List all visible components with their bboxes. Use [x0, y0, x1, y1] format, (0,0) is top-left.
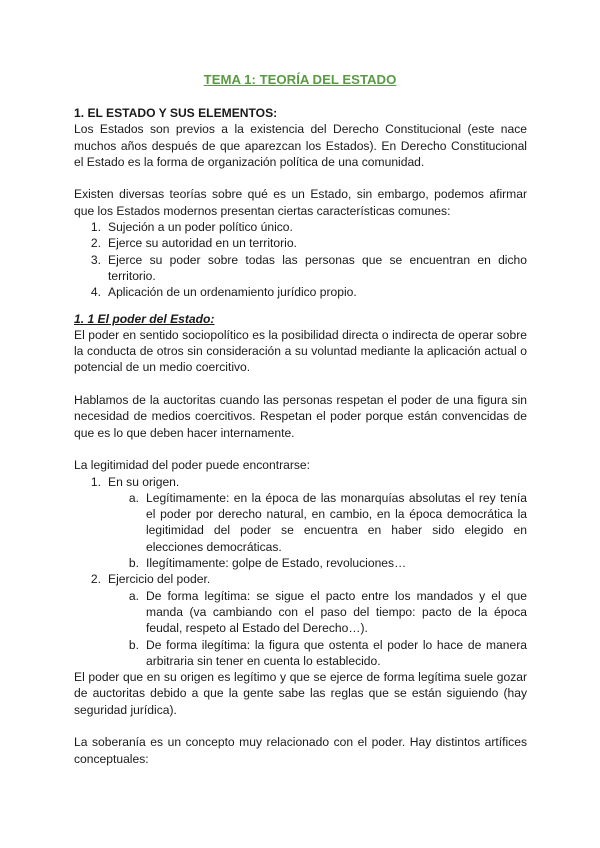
sublist-item: [74, 588, 527, 637]
list-text: De forma legítima: se sigue el pacto entre los mandados y el que manda (va cambiando con el paso del tiempo: pacto de la época feudal, respeto al Estado del Derecho…).: [146, 588, 527, 636]
list-text: Ejercicio del poder.: [108, 572, 211, 587]
list-number: 2.: [90, 572, 101, 587]
list-number: 1.: [90, 474, 101, 489]
list-text: Ejerce su autoridad en un territorio.: [108, 236, 297, 251]
paragraph: Los Estados son previos a la existencia del Derecho Constitucional (este nace muchos años después de que aparezcan los Estados). En Derecho Constitucional el Estado es la forma de organización política de una comunidad.: [74, 122, 527, 169]
list-number: 4.: [90, 285, 101, 300]
subsection-heading-poder: 1. 1 El poder del Estado:: [74, 311, 215, 326]
paragraph: La legitimidad del poder puede encontrarse:: [74, 458, 310, 473]
list-number: 3.: [90, 252, 101, 267]
document-body: [74, 105, 527, 767]
sublist-item: [74, 637, 527, 670]
list-item: [74, 219, 527, 235]
list-number: 1.: [90, 220, 101, 235]
document-title: TEMA 1: TEORÍA DEL ESTADO: [203, 72, 397, 87]
list-text: Aplicación de un ordenamiento jurídico propio.: [108, 285, 357, 300]
list-letter: a.: [128, 490, 139, 505]
list-item: [74, 474, 527, 490]
list-text: Sujeción a un poder político único.: [108, 220, 293, 235]
list-text: De forma ilegítima: la figura que ostenta el poder lo hace de manera arbitraria sin tener en cuenta lo establecido.: [146, 637, 527, 668]
list-item: [74, 571, 527, 587]
list-item: [74, 252, 527, 285]
sublist-item: [74, 555, 527, 571]
paragraph: Hablamos de la auctoritas cuando las personas respetan el poder de una figura sin necesidad de medios coercitivos. Respetan el poder porque están convencidas de que es lo que deben hacer internamente.: [74, 393, 527, 440]
list-item: [74, 235, 527, 251]
list-text: Legítimamente: en la época de las monarquías absolutas el rey tenía el poder por derecho natural, en cambio, en la época democrática la legitimidad del poder se encuentra en haber sido elegido en elecciones democráticas.: [146, 490, 527, 554]
sublist-item: [74, 490, 527, 555]
list-text: Ejerce su poder sobre todas las personas que se encuentran en dicho territorio.: [108, 252, 527, 283]
paragraph: La soberanía es un concepto muy relacionado con el poder. Hay distintos artífices conceptuales:: [74, 735, 527, 766]
list-letter: b.: [128, 637, 139, 652]
paragraph: El poder en sentido sociopolítico es la posibilidad directa o indirecta de operar sobre la conducta de otros sin consideración a su voluntad mediante la aplicación actual o potencial de un medio coercitivo.: [74, 327, 527, 375]
list-item: [74, 284, 527, 300]
section-heading-estado: 1. EL ESTADO Y SUS ELEMENTOS:: [74, 106, 278, 120]
list-text: En su origen.: [108, 474, 180, 489]
list-number: 2.: [90, 236, 101, 251]
paragraph: Existen diversas teorías sobre qué es un Estado, sin embargo, podemos afirmar que los Estados modernos presentan ciertas características comunes:: [74, 187, 527, 218]
paragraph: El poder que en su origen es legítimo y que se ejerce de forma legítima suele gozar de auctoritas debido a que la gente sabe las reglas que se están siguiendo (hay seguridad jurídica).: [74, 670, 527, 717]
list-letter: b.: [128, 556, 139, 571]
list-text: Ilegítimamente: golpe de Estado, revoluciones…: [146, 556, 407, 571]
list-letter: a.: [128, 588, 139, 603]
